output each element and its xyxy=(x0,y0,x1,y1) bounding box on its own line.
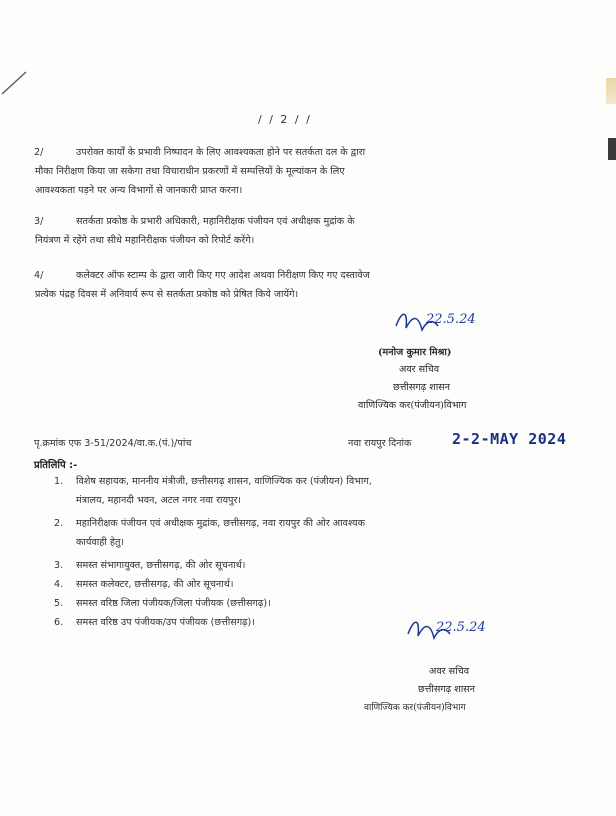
list-item xyxy=(54,472,372,510)
paragraph-line: सतर्कता प्रकोष्ठ के प्रभारी अधिकारी, महानिरीक्षक पंजीयन एवं अधीक्षक मुद्रांक के xyxy=(76,216,355,227)
paragraph-number: 2/ xyxy=(34,147,44,158)
list-item-number: 5. xyxy=(54,598,64,609)
date-stamp: 2-2-MAY 2024 xyxy=(452,430,567,448)
paragraph-2 xyxy=(34,143,365,200)
paragraph-number: 4/ xyxy=(34,270,44,281)
list-item-number: 2. xyxy=(54,518,64,529)
paragraph-3 xyxy=(34,212,355,250)
list-item-number: 3. xyxy=(54,560,64,571)
endorsement-reference: पृ.क्रमांक एफ 3-51/2024/वा.क.(पं.)/पांच xyxy=(34,438,192,449)
copy-to-heading: प्रतिलिपि :- xyxy=(34,460,78,471)
scan-mark-line xyxy=(0,60,40,100)
list-item-line: कार्यवाही हेतु। xyxy=(76,537,125,548)
scan-edge-mark xyxy=(606,78,616,104)
signatory-department: वाणिज्यिक कर(पंजीयन)विभाग xyxy=(364,703,466,713)
signatory-designation: अवर सचिव xyxy=(429,666,470,677)
scan-edge-mark xyxy=(608,138,616,160)
paragraph-line: कलेक्टर ऑफ स्टाम्प के द्वारा जारी किए गए आदेश अथवा निरीक्षण किए गए दस्तावेज xyxy=(76,270,370,281)
paragraph-line: मौका निरीक्षण किया जा सकेगा तथा विचाराधीन प्रकरणों में सम्पत्तियों के मूल्यांकन के लिए xyxy=(35,166,345,177)
paragraph-line: उपरोक्त कार्यों के प्रभावी निष्पादन के लिए आवश्यकता होने पर सतर्कता दल के द्वारा xyxy=(76,147,366,158)
endorsement-place-date: नवा रायपुर दिनांक xyxy=(348,438,412,449)
list-item-line: विशेष सहायक, माननीय मंत्रीजी, छत्तीसगढ़ शासन, वाणिज्यिक कर (पंजीयन) विभाग, xyxy=(76,476,372,487)
list-item xyxy=(54,514,372,552)
list-item-line: समस्त वरिष्ठ उप पंजीयक/उप पंजीयक (छत्तीसगढ़)। xyxy=(76,617,255,628)
signature-date: 22.5.24 xyxy=(436,620,486,635)
list-item-line: मंत्रालय, महानदी भवन, अटल नगर नवा रायपुर। xyxy=(76,495,242,506)
signatory-name: (मनोज कुमार मिश्रा) xyxy=(378,347,452,358)
list-item xyxy=(54,594,372,613)
paragraph-line: नियंत्रण में रहेंगे तथा सीधे महानिरीक्षक पंजीयन को रिपोर्ट करेंगे। xyxy=(35,235,255,246)
page-number: / / 2 / / xyxy=(258,113,312,126)
paragraph-line: प्रत्येक पंद्रह दिवस में अनिवार्य रूप से सतर्कता प्रकोष्ठ को प्रेषित किये जायेंगे। xyxy=(35,289,299,300)
list-item-line: महानिरीक्षक पंजीयन एवं अधीक्षक मुद्रांक, छत्तीसगढ़, नवा रायपुर की ओर आवश्यक xyxy=(76,518,365,529)
list-item-number: 6. xyxy=(54,617,64,628)
list-item-number: 4. xyxy=(54,579,64,590)
list-item-number: 1. xyxy=(54,476,64,487)
signatory-office: छत्तीसगढ़ शासन xyxy=(418,684,475,695)
list-item xyxy=(54,613,372,632)
list-item xyxy=(54,556,372,575)
signatory-designation: अवर सचिव xyxy=(399,364,440,375)
list-item-line: समस्त वरिष्ठ जिला पंजीयक/जिला पंजीयक (छत्तीसगढ़)। xyxy=(76,598,271,609)
paragraph-line: आवश्यकता पड़ने पर अन्य विभागों से जानकारी प्राप्त करना। xyxy=(35,185,243,196)
list-item xyxy=(54,575,372,594)
signature-date: 22.5.24 xyxy=(426,312,476,327)
paragraph-number: 3/ xyxy=(34,216,44,227)
copy-list xyxy=(54,472,372,632)
list-item-line: समस्त कलेक्टर, छत्तीसगढ़, की ओर सूचनार्थ। xyxy=(76,579,234,590)
list-item-line: समस्त संभागायुक्त, छत्तीसगढ़, की ओर सूचनार्थ। xyxy=(76,560,246,571)
paragraph-4 xyxy=(34,266,370,304)
signatory-office: छत्तीसगढ़ शासन xyxy=(393,382,450,393)
signatory-department: वाणिज्यिक कर(पंजीयन)विभाग xyxy=(358,400,467,411)
